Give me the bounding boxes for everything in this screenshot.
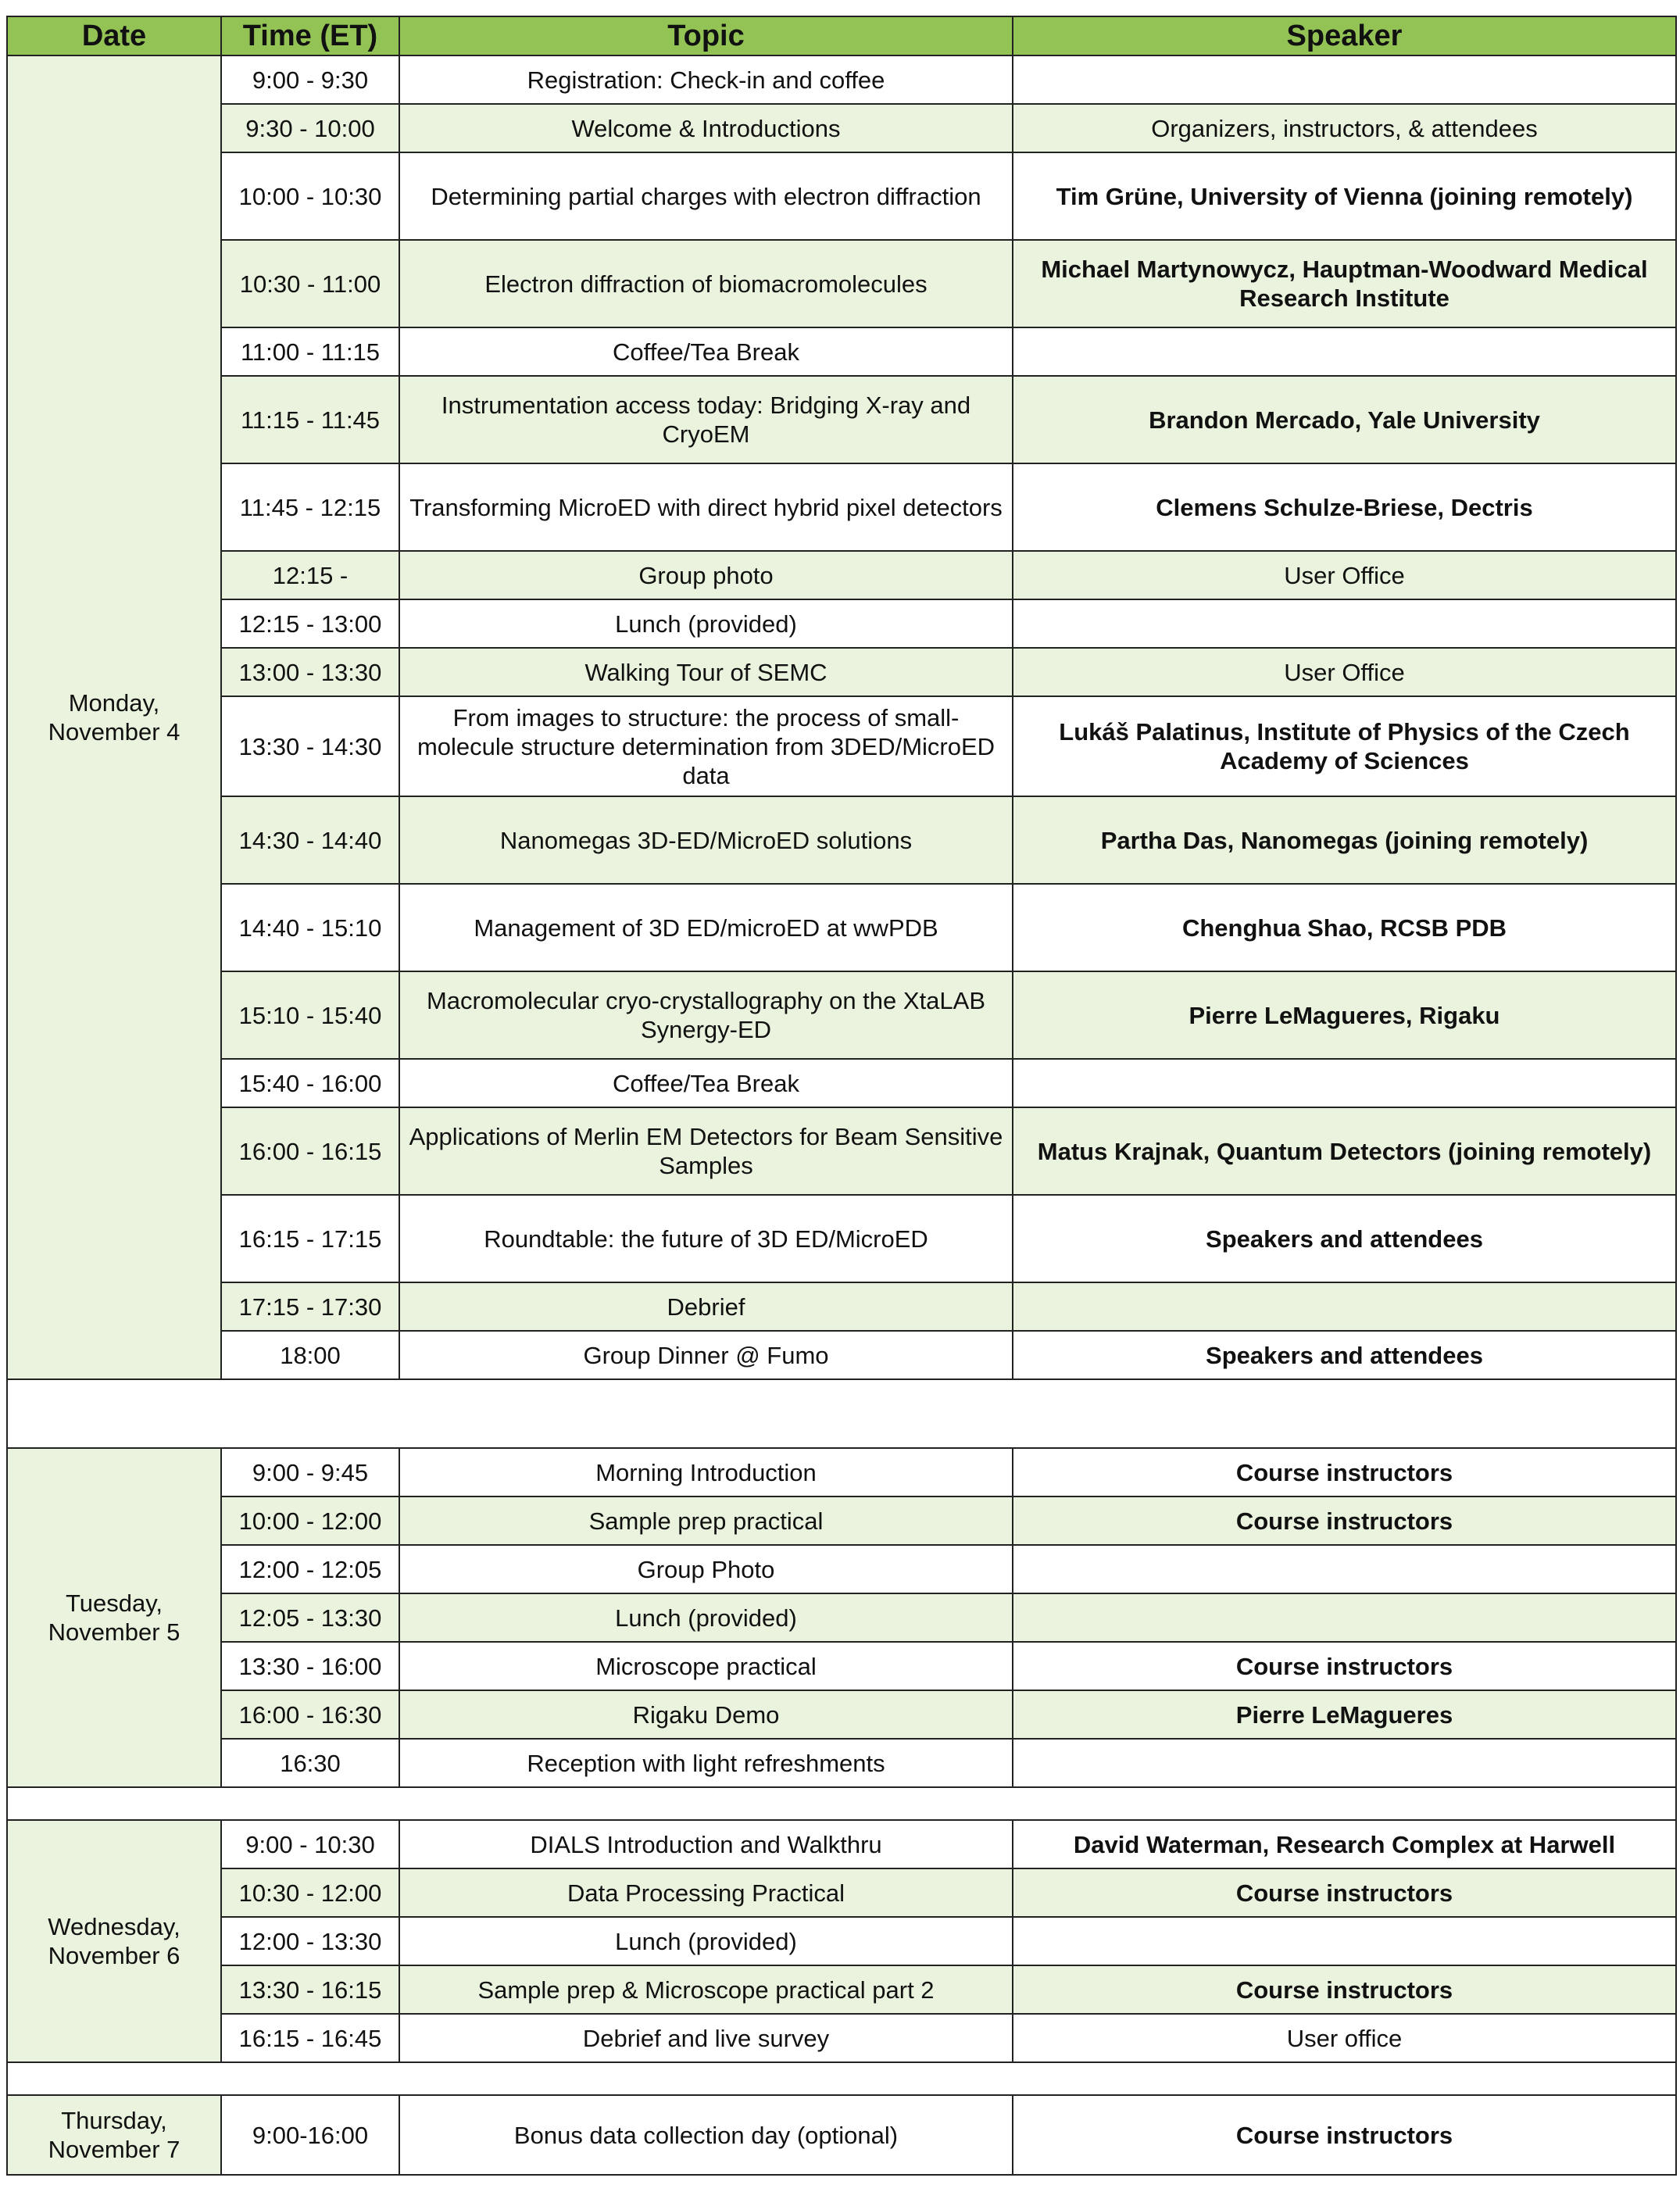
table-row: [7, 599, 1676, 648]
table-row: [7, 1642, 1676, 1690]
speaker-cell: Clemens Schulze-Briese, Dectris: [1013, 463, 1676, 551]
time-cell: 16:00 - 16:15: [221, 1107, 399, 1195]
time-cell: 10:30 - 12:00: [221, 1868, 399, 1917]
speaker-cell: [1013, 1739, 1676, 1787]
topic-cell: Reception with light refreshments: [399, 1739, 1013, 1787]
topic-cell: Coffee/Tea Break: [399, 1059, 1013, 1107]
day-separator: [7, 2062, 1676, 2095]
speaker-cell: User Office: [1013, 551, 1676, 599]
time-cell: 12:15 - 13:00: [221, 599, 399, 648]
topic-cell: Determining partial charges with electron diffraction: [399, 152, 1013, 240]
speaker-cell: Speakers and attendees: [1013, 1195, 1676, 1282]
speaker-cell: Course instructors: [1013, 1868, 1676, 1917]
topic-cell: Welcome & Introductions: [399, 104, 1013, 152]
date-cell: [7, 1448, 221, 1787]
speaker-cell: Course instructors: [1013, 1965, 1676, 2014]
topic-cell: Nanomegas 3D-ED/MicroED solutions: [399, 796, 1013, 884]
table-row: [7, 1195, 1676, 1282]
date-weekday: Wednesday,: [48, 1913, 181, 1940]
topic-cell: Data Processing Practical: [399, 1868, 1013, 1917]
time-cell: 10:00 - 10:30: [221, 152, 399, 240]
topic-cell: Coffee/Tea Break: [399, 327, 1013, 376]
time-cell: 13:30 - 14:30: [221, 696, 399, 796]
header-topic: Topic: [399, 16, 1013, 55]
speaker-cell: Lukáš Palatinus, Institute of Physics of the Czech Academy of Sciences: [1013, 696, 1676, 796]
speaker-cell: Chenghua Shao, RCSB PDB: [1013, 884, 1676, 971]
speaker-cell: Michael Martynowycz, Hauptman-Woodward Medical Research Institute: [1013, 240, 1676, 327]
table-row: [7, 1593, 1676, 1642]
time-cell: 11:45 - 12:15: [221, 463, 399, 551]
table-row: [7, 551, 1676, 599]
speaker-cell: [1013, 327, 1676, 376]
speaker-cell: David Waterman, Research Complex at Harwell: [1013, 1820, 1676, 1868]
topic-cell: Microscope practical: [399, 1642, 1013, 1690]
topic-cell: Morning Introduction: [399, 1448, 1013, 1496]
day-separator: [7, 1787, 1676, 1820]
table-row: [7, 152, 1676, 240]
topic-cell: Sample prep & Microscope practical part 2: [399, 1965, 1013, 2014]
table-row: [7, 1739, 1676, 1787]
topic-cell: Lunch (provided): [399, 1593, 1013, 1642]
topic-cell: DIALS Introduction and Walkthru: [399, 1820, 1013, 1868]
speaker-cell: Speakers and attendees: [1013, 1331, 1676, 1379]
header-speaker: Speaker: [1013, 16, 1676, 55]
table-row: [7, 648, 1676, 696]
time-cell: 9:30 - 10:00: [221, 104, 399, 152]
date-day: November 4: [48, 718, 181, 746]
time-cell: 14:30 - 14:40: [221, 796, 399, 884]
time-cell: 16:15 - 17:15: [221, 1195, 399, 1282]
time-cell: 12:05 - 13:30: [221, 1593, 399, 1642]
time-cell: 14:40 - 15:10: [221, 884, 399, 971]
speaker-cell: User office: [1013, 2014, 1676, 2062]
table-row: [7, 1965, 1676, 2014]
table-row: [7, 1448, 1676, 1496]
table-row: [7, 971, 1676, 1059]
speaker-cell: Brandon Mercado, Yale University: [1013, 376, 1676, 463]
topic-cell: Group Photo: [399, 1545, 1013, 1593]
time-cell: 13:00 - 13:30: [221, 648, 399, 696]
table-row: [7, 1059, 1676, 1107]
topic-cell: Transforming MicroED with direct hybrid pixel detectors: [399, 463, 1013, 551]
schedule-page: [6, 16, 1675, 2176]
topic-cell: Macromolecular cryo-crystallography on the XtaLAB Synergy-ED: [399, 971, 1013, 1059]
time-cell: 11:15 - 11:45: [221, 376, 399, 463]
schedule-table: [6, 16, 1677, 2176]
time-cell: 9:00 - 10:30: [221, 1820, 399, 1868]
table-row: [7, 696, 1676, 796]
topic-cell: Rigaku Demo: [399, 1690, 1013, 1739]
time-cell: 16:00 - 16:30: [221, 1690, 399, 1739]
time-cell: 13:30 - 16:15: [221, 1965, 399, 2014]
speaker-cell: Tim Grüne, University of Vienna (joining remotely): [1013, 152, 1676, 240]
table-row: [7, 327, 1676, 376]
date-day: November 7: [48, 2136, 181, 2163]
topic-cell: Debrief and live survey: [399, 2014, 1013, 2062]
header-date: Date: [7, 16, 221, 55]
table-row: [7, 1545, 1676, 1593]
speaker-cell: Pierre LeMagueres: [1013, 1690, 1676, 1739]
time-cell: 16:30: [221, 1739, 399, 1787]
table-row: [7, 1690, 1676, 1739]
date-weekday: Monday,: [68, 689, 160, 717]
table-row: [7, 2014, 1676, 2062]
speaker-cell: Pierre LeMagueres, Rigaku: [1013, 971, 1676, 1059]
day-separator: [7, 1379, 1676, 1448]
speaker-cell: [1013, 1282, 1676, 1331]
date-cell: [7, 55, 221, 1379]
table-row: [7, 1820, 1676, 1868]
time-cell: 18:00: [221, 1331, 399, 1379]
time-cell: 12:00 - 12:05: [221, 1545, 399, 1593]
time-cell: 16:15 - 16:45: [221, 2014, 399, 2062]
table-row: [7, 55, 1676, 104]
speaker-cell: [1013, 1545, 1676, 1593]
topic-cell: Lunch (provided): [399, 1917, 1013, 1965]
speaker-cell: Course instructors: [1013, 2095, 1676, 2175]
topic-cell: Instrumentation access today: Bridging X-ray and CryoEM: [399, 376, 1013, 463]
time-cell: 17:15 - 17:30: [221, 1282, 399, 1331]
time-cell: 13:30 - 16:00: [221, 1642, 399, 1690]
time-cell: 9:00 - 9:45: [221, 1448, 399, 1496]
speaker-cell: Course instructors: [1013, 1448, 1676, 1496]
speaker-cell: [1013, 1593, 1676, 1642]
speaker-cell: Partha Das, Nanomegas (joining remotely): [1013, 796, 1676, 884]
date-day: November 5: [48, 1618, 181, 1646]
topic-cell: Bonus data collection day (optional): [399, 2095, 1013, 2175]
time-cell: 15:40 - 16:00: [221, 1059, 399, 1107]
date-cell: [7, 2095, 221, 2175]
topic-cell: From images to structure: the process of small-molecule structure determination from 3DED/MicroED data: [399, 696, 1013, 796]
table-row: [7, 1868, 1676, 1917]
header-time: Time (ET): [221, 16, 399, 55]
table-row: [7, 1282, 1676, 1331]
speaker-cell: [1013, 55, 1676, 104]
time-cell: 10:00 - 12:00: [221, 1496, 399, 1545]
table-row: [7, 463, 1676, 551]
header-row: [7, 16, 1676, 55]
speaker-cell: [1013, 1059, 1676, 1107]
table-row: [7, 884, 1676, 971]
topic-cell: Lunch (provided): [399, 599, 1013, 648]
speaker-cell: [1013, 599, 1676, 648]
time-cell: 9:00-16:00: [221, 2095, 399, 2175]
table-row: [7, 1917, 1676, 1965]
speaker-cell: Course instructors: [1013, 1496, 1676, 1545]
speaker-cell: [1013, 1917, 1676, 1965]
topic-cell: Registration: Check-in and coffee: [399, 55, 1013, 104]
table-row: [7, 1496, 1676, 1545]
table-row: [7, 240, 1676, 327]
time-cell: 12:00 - 13:30: [221, 1917, 399, 1965]
topic-cell: Applications of Merlin EM Detectors for Beam Sensitive Samples: [399, 1107, 1013, 1195]
topic-cell: Walking Tour of SEMC: [399, 648, 1013, 696]
speaker-cell: Course instructors: [1013, 1642, 1676, 1690]
speaker-cell: Organizers, instructors, & attendees: [1013, 104, 1676, 152]
topic-cell: Sample prep practical: [399, 1496, 1013, 1545]
time-cell: 15:10 - 15:40: [221, 971, 399, 1059]
table-row: [7, 796, 1676, 884]
topic-cell: Roundtable: the future of 3D ED/MicroED: [399, 1195, 1013, 1282]
speaker-cell: User Office: [1013, 648, 1676, 696]
date-day: November 6: [48, 1942, 181, 1969]
time-cell: 11:00 - 11:15: [221, 327, 399, 376]
table-row: [7, 1331, 1676, 1379]
time-cell: 10:30 - 11:00: [221, 240, 399, 327]
table-row: [7, 376, 1676, 463]
table-row: [7, 1107, 1676, 1195]
speaker-cell: Matus Krajnak, Quantum Detectors (joining remotely): [1013, 1107, 1676, 1195]
table-row: [7, 104, 1676, 152]
topic-cell: Group photo: [399, 551, 1013, 599]
table-row: [7, 2095, 1676, 2175]
time-cell: 12:15 -: [221, 551, 399, 599]
topic-cell: Electron diffraction of biomacromolecules: [399, 240, 1013, 327]
topic-cell: Debrief: [399, 1282, 1013, 1331]
time-cell: 9:00 - 9:30: [221, 55, 399, 104]
date-weekday: Thursday,: [61, 2107, 167, 2134]
topic-cell: Management of 3D ED/microED at wwPDB: [399, 884, 1013, 971]
date-weekday: Tuesday,: [65, 1589, 163, 1617]
date-cell: [7, 1820, 221, 2062]
topic-cell: Group Dinner @ Fumo: [399, 1331, 1013, 1379]
